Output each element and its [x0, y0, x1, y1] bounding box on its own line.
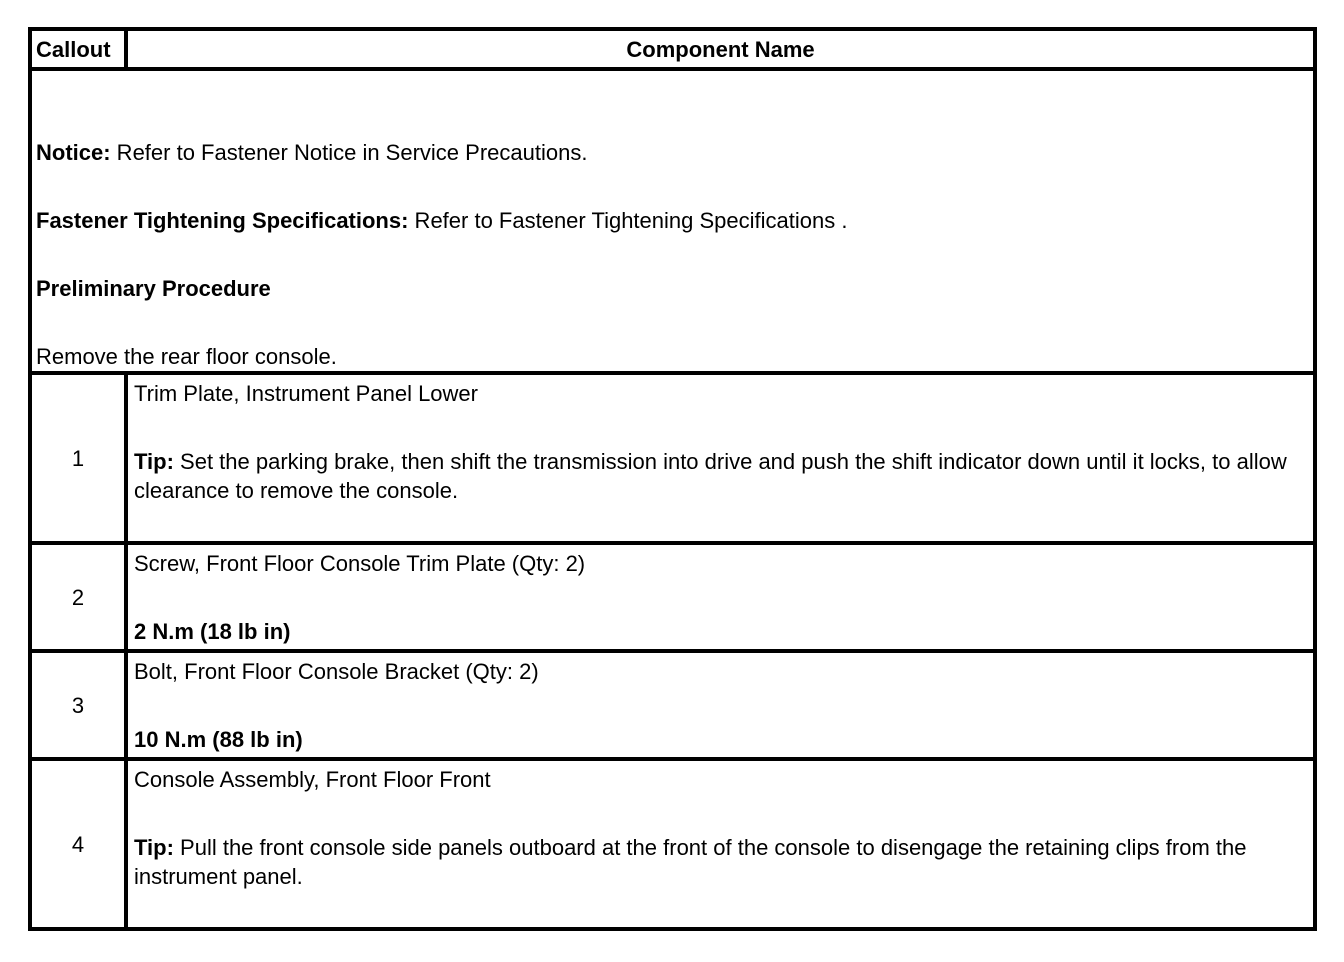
- tip-paragraph: [134, 833, 1307, 891]
- notice-text: Refer to Fastener Notice in Service Precautions.: [110, 140, 588, 165]
- component-name: Screw, Front Floor Console Trim Plate (Qty: 2): [134, 551, 586, 576]
- preliminary-text: Remove the rear floor console.: [36, 344, 337, 369]
- spec-label: Fastener Tightening Specifications:: [36, 208, 409, 233]
- table-header-row: [30, 29, 1315, 69]
- torque-spec: 2 N.m (18 lb in): [134, 619, 291, 644]
- intro-row: [30, 69, 1315, 373]
- preliminary-heading: Preliminary Procedure: [36, 276, 271, 301]
- header-component-name: Component Name: [126, 29, 1315, 69]
- tip-label: Tip:: [134, 449, 174, 474]
- callout-number: 1: [30, 373, 126, 543]
- notice-paragraph: [36, 138, 1309, 167]
- tip-text: Set the parking brake, then shift the transmission into drive and push the shift indicator down until it locks, to allow clearance to remove the console.: [134, 449, 1287, 503]
- torque-spec: 10 N.m (88 lb in): [134, 727, 303, 752]
- intro-cell: [30, 69, 1315, 373]
- component-cell: [126, 759, 1315, 929]
- header-callout: Callout: [30, 29, 126, 69]
- component-name: Trim Plate, Instrument Panel Lower: [134, 381, 478, 406]
- table-row: [30, 759, 1315, 929]
- table-row: [30, 651, 1315, 759]
- notice-label: Notice:: [36, 140, 111, 165]
- component-table: [28, 27, 1317, 931]
- tip-text: Pull the front console side panels outboard at the front of the console to disengage the retaining clips from the instrument panel.: [134, 835, 1247, 889]
- callout-number: 2: [30, 543, 126, 651]
- component-cell: [126, 373, 1315, 543]
- table-row: [30, 543, 1315, 651]
- spec-paragraph: [36, 206, 1309, 235]
- tip-paragraph: [134, 447, 1307, 505]
- component-name: Bolt, Front Floor Console Bracket (Qty: 2): [134, 659, 539, 684]
- tip-label: Tip:: [134, 835, 174, 860]
- callout-number: 4: [30, 759, 126, 929]
- callout-number: 3: [30, 651, 126, 759]
- component-cell: [126, 543, 1315, 651]
- table-row: [30, 373, 1315, 543]
- spec-text: Refer to Fastener Tightening Specifications .: [408, 208, 848, 233]
- component-name: Console Assembly, Front Floor Front: [134, 767, 491, 792]
- component-cell: [126, 651, 1315, 759]
